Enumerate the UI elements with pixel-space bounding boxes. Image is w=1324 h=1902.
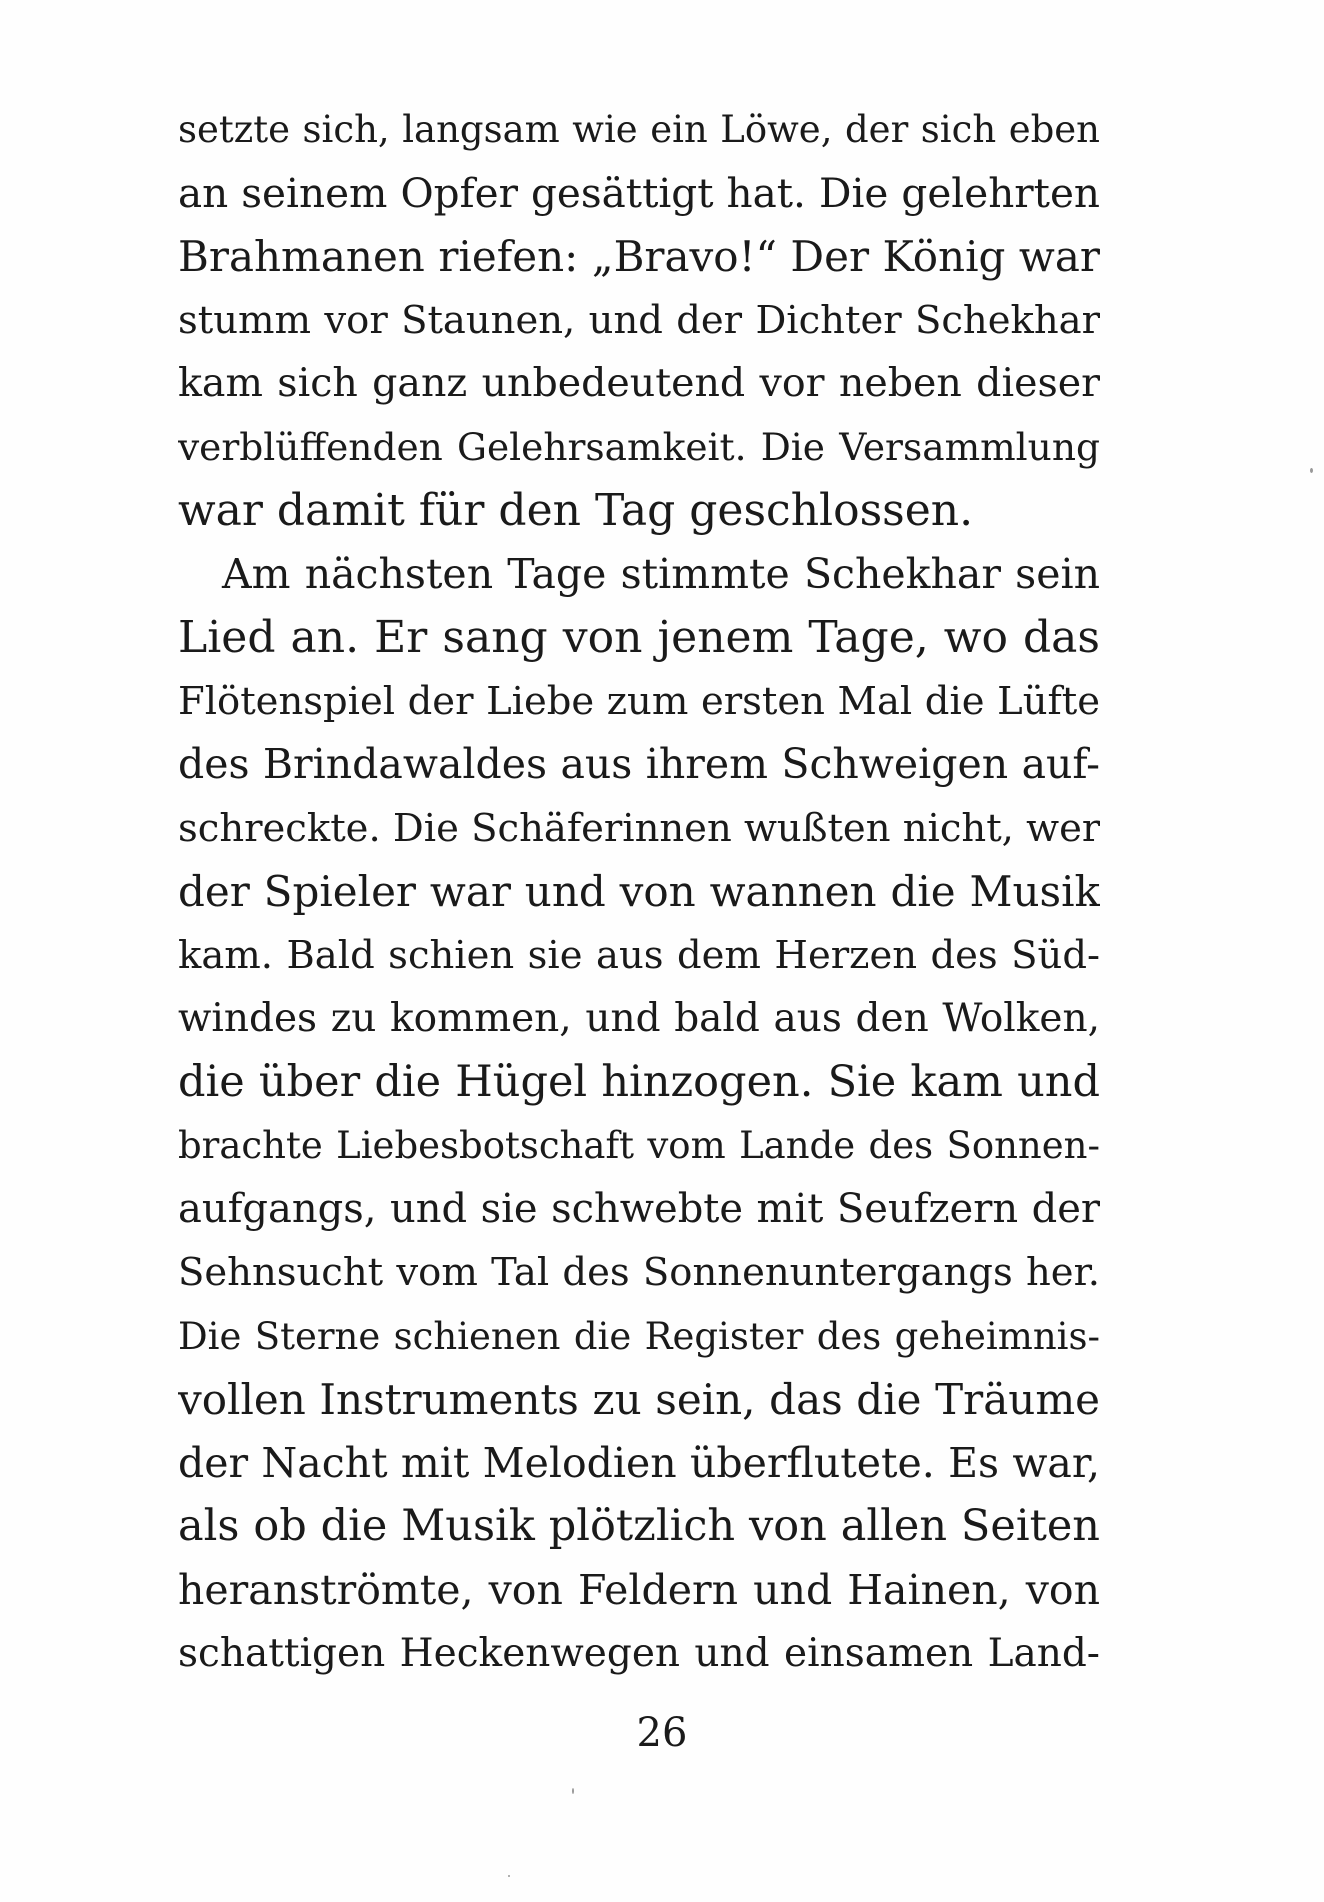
paragraph-2 <box>178 543 1100 1686</box>
text-line: die über die Hügel hinzogen. Sie kam und <box>178 1056 1100 1107</box>
text-line: Die Sterne schienen die Register des geheimnis- <box>178 1314 1100 1358</box>
text-line: als ob die Musik plötzlich von allen Seiten <box>178 1501 1100 1551</box>
text-line: setzte sich, langsam wie ein Löwe, der sich eben <box>178 108 1100 151</box>
text-line: stumm vor Staunen, und der Dichter Schekhar <box>178 297 1100 343</box>
text-line: Am nächsten Tage stimmte Schekhar sein <box>222 549 1100 598</box>
text-line: kam. Bald schien sie aus dem Herzen des Süd- <box>178 932 1100 978</box>
text-line: des Brindawaldes aus ihrem Schweigen auf- <box>178 740 1100 788</box>
text-line: Lied an. Er sang von jenem Tage, wo das <box>178 612 1100 663</box>
paper-speck <box>572 1788 574 1794</box>
text-line: Brahmanen riefen: „Bravo!“ Der König war <box>178 232 1100 281</box>
text-line: der Nacht mit Melodien überflutete. Es war, <box>178 1438 1100 1487</box>
text-line: schattigen Heckenwegen und einsamen Land- <box>178 1631 1100 1676</box>
text-line: schreckte. Die Schäferinnen wußten nicht, wer <box>178 805 1100 851</box>
text-line: war damit für den Tag geschlossen. <box>178 485 974 536</box>
paragraph-1 <box>178 98 1100 543</box>
body-text <box>178 98 1100 1686</box>
text-line: vollen Instruments zu sein, das die Träume <box>178 1375 1100 1424</box>
text-line: an seinem Opfer gesättigt hat. Die gelehrten <box>178 168 1100 217</box>
text-line: Sehnsucht vom Tal des Sonnenuntergangs her. <box>178 1250 1100 1295</box>
paper-speck <box>508 1875 510 1877</box>
text-line: kam sich ganz unbedeutend vor neben dieser <box>178 360 1100 406</box>
text-line: verblüffenden Gelehrsamkeit. Die Versammlung <box>178 424 1100 469</box>
text-line: brachte Liebesbotschaft vom Lande des Sonnen- <box>178 1124 1100 1167</box>
page-number: 26 <box>636 1710 688 1756</box>
text-line: windes zu kommen, und bald aus den Wolken, <box>178 996 1100 1041</box>
text-line: heranströmte, von Feldern und Hainen, von <box>178 1565 1100 1614</box>
text-line: der Spieler war und von wannen die Musik <box>178 867 1100 916</box>
paper-speck <box>1310 468 1313 473</box>
text-line: aufgangs, und sie schwebte mit Seufzern der <box>178 1185 1100 1232</box>
text-line: Flötenspiel der Liebe zum ersten Mal die Lüfte <box>178 678 1100 724</box>
